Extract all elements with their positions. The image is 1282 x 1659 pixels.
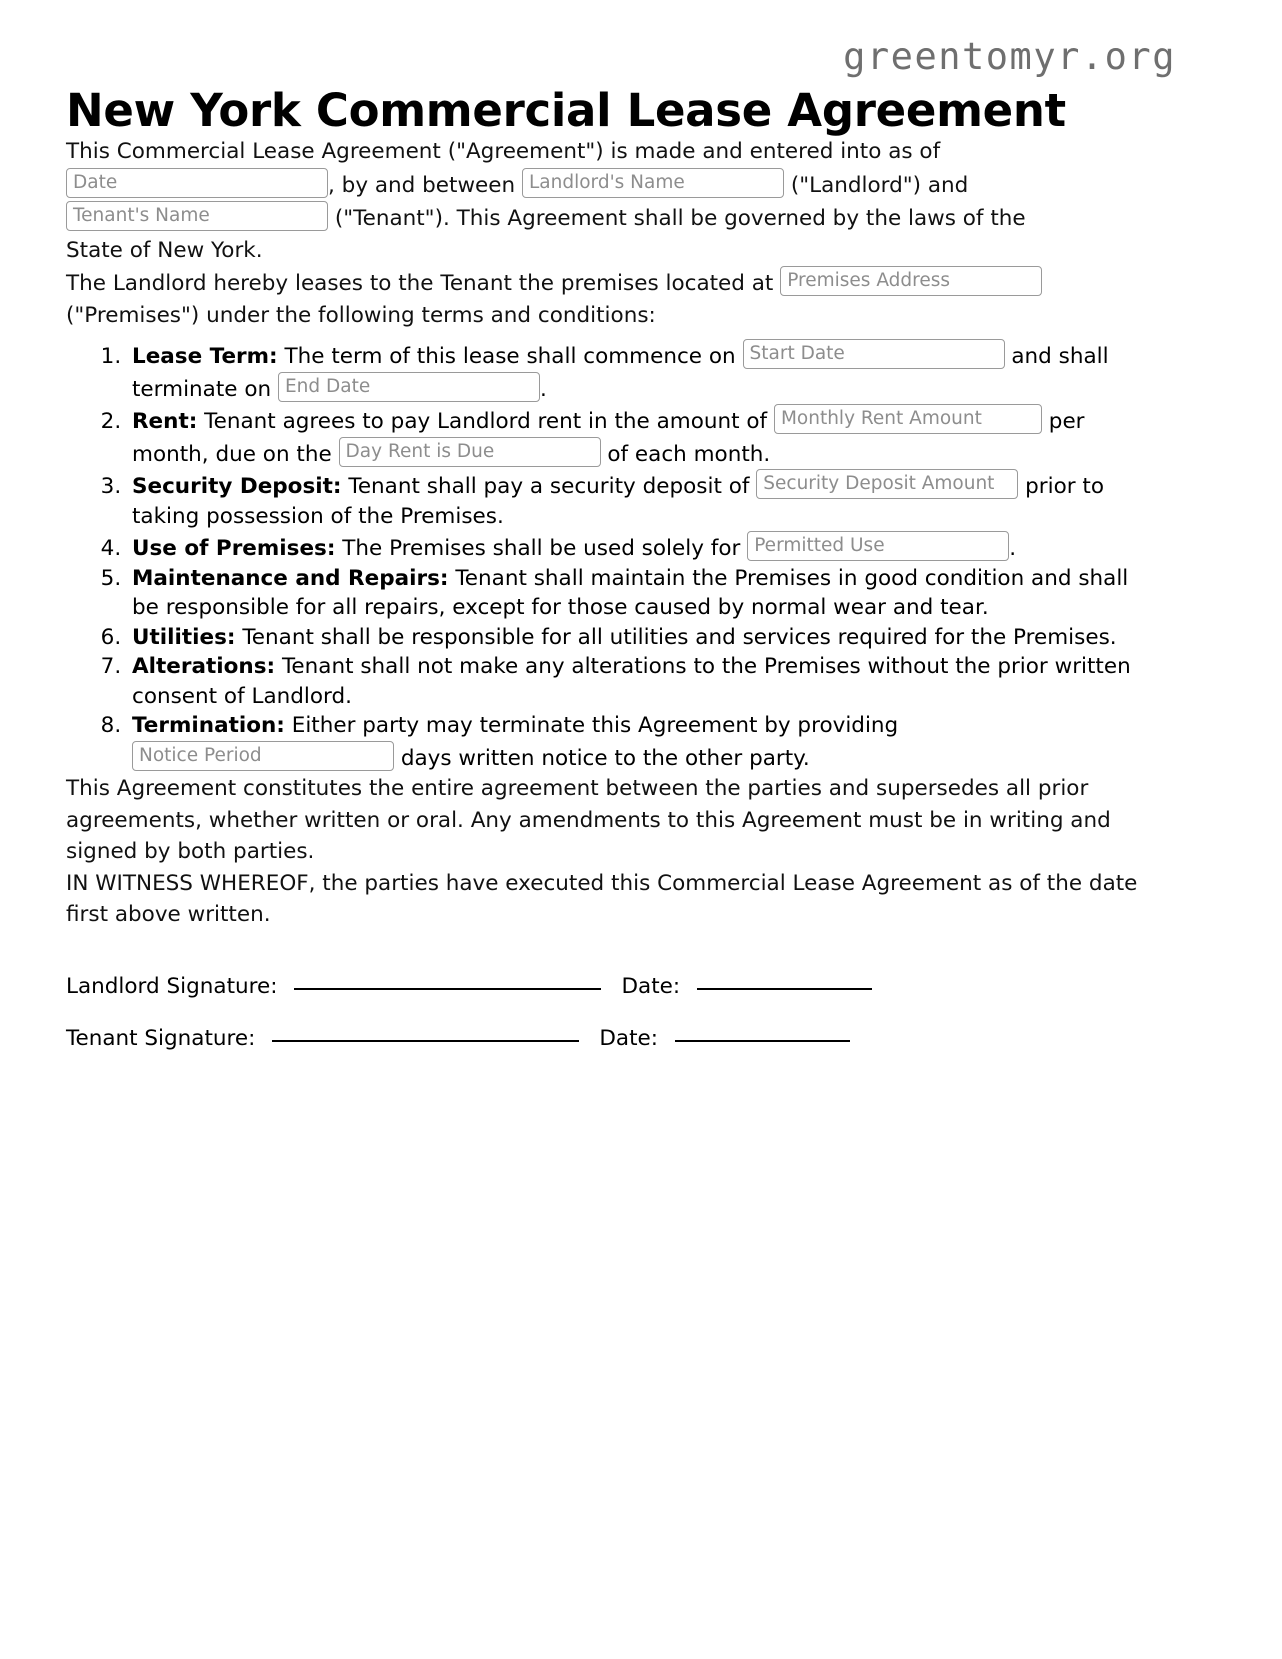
term-label-security-deposit: Security Deposit: [132,474,342,500]
term-lease-term [128,339,1151,404]
day-rent-due-field[interactable]: Day Rent is Due [339,437,601,467]
landlord-signature-line[interactable] [294,988,601,990]
term-use-of-premises [128,531,1151,564]
entire-agreement-paragraph: This Agreement constitutes the entire agreement between the parties and supersedes all prior agreements, whether written or oral. Any amendments to this Agreement must be in writing and signed by both parties. [66,776,1111,865]
landlord-date-line[interactable] [697,988,872,990]
landlord-date-label: Date: [621,973,681,999]
tenant-signature-line[interactable] [272,1040,579,1042]
landlord-signature-label: Landlord Signature: [66,973,278,999]
intro-after-tenant: ("Tenant"). This Agreement shall be governed by the laws of the [334,206,1026,232]
start-date-field[interactable]: Start Date [743,339,1005,369]
witness-paragraph: IN WITNESS WHEREOF, the parties have executed this Commercial Lease Agreement as of the date first above written. [66,870,1138,928]
security-deposit-field[interactable]: Security Deposit Amount [756,469,1018,499]
intro-after-landlord: ("Landlord") and [790,172,969,198]
end-date-field[interactable]: End Date [278,372,540,402]
site-watermark: greentomyr.org [843,35,1176,78]
intro-line-last: State of New York. [66,237,263,263]
term-maintenance-and-repairs [128,564,1151,623]
term-label-alterations: Alterations: [132,654,276,680]
intro-line1: This Commercial Lease Agreement ("Agreement") is made and entered into as of [66,139,941,165]
term-termination [128,711,1151,773]
tenant-signature-row [66,1023,1151,1054]
term-utilities [128,623,1151,653]
date-field[interactable]: Date [66,168,328,198]
intro-after-date: , by and between [328,172,516,198]
tenant-date-label: Date: [599,1025,659,1051]
signature-block [66,971,1151,1054]
term-rent [128,404,1151,469]
term-text-use-of-premises-2: . [1009,536,1017,562]
permitted-use-field[interactable]: Permitted Use [747,531,1009,561]
landlord-name-field[interactable]: Landlord's Name [522,168,784,198]
term-label-utilities: Utilities: [132,624,236,650]
term-text-lease-term-3: . [539,376,547,402]
term-label-lease-term: Lease Term: [132,344,278,370]
term-label-rent: Rent: [132,409,198,435]
term-text-security-deposit-1: Tenant shall pay a security deposit of [348,474,750,500]
term-text-termination-2: days written notice to the other party. [400,745,810,771]
notice-period-field[interactable]: Notice Period [132,741,394,771]
tenant-name-field[interactable]: Tenant's Name [66,201,328,231]
term-text-use-of-premises-1: The Premises shall be used solely for [342,536,741,562]
page-title: New York Commercial Lease Agreement [66,84,1066,137]
landlord-signature-row [66,971,1151,1002]
tenant-date-line[interactable] [675,1040,850,1042]
term-text-lease-term-1: The term of this lease shall commence on [284,344,736,370]
premises-address-field[interactable]: Premises Address [780,266,1042,296]
premises-before-text: The Landlord hereby leases to the Tenant the premises located at [66,271,774,297]
terms-list [66,339,1151,773]
term-label-use-of-premises: Use of Premises: [132,536,336,562]
monthly-rent-field[interactable]: Monthly Rent Amount [774,404,1042,434]
document-content [66,0,1151,1075]
term-text-maintenance-and-repairs: Tenant shall maintain the Premises in good condition and shall be responsible for all repairs, except for those caused by normal wear and tear. [132,565,1129,621]
term-text-termination-1: Either party may terminate this Agreement by providing [291,713,899,739]
term-text-security-deposit-2: prior to taking possession of the Premises. [132,474,1104,529]
term-text-utilities: Tenant shall be responsible for all utilities and services required for the Premises. [242,624,1117,650]
term-text-lease-term-2: and shall terminate on [132,344,1109,402]
term-text-rent-3: of each month. [607,441,771,467]
term-alterations [128,652,1151,711]
term-text-rent-2: per month, due on the [132,409,1085,467]
term-text-rent-1: Tenant agrees to pay Landlord rent in the amount of [204,409,768,435]
term-security-deposit [128,469,1151,531]
term-label-termination: Termination: [132,713,285,739]
tenant-signature-label: Tenant Signature: [66,1025,256,1051]
intro-paragraph [66,136,1151,266]
term-label-maintenance-and-repairs: Maintenance and Repairs: [132,565,449,591]
premises-paragraph [66,266,1151,331]
premises-after-text: ("Premises") under the following terms and conditions: [66,302,656,328]
term-text-alterations: Tenant shall not make any alterations to the Premises without the prior written consent of Landlord. [132,654,1131,709]
